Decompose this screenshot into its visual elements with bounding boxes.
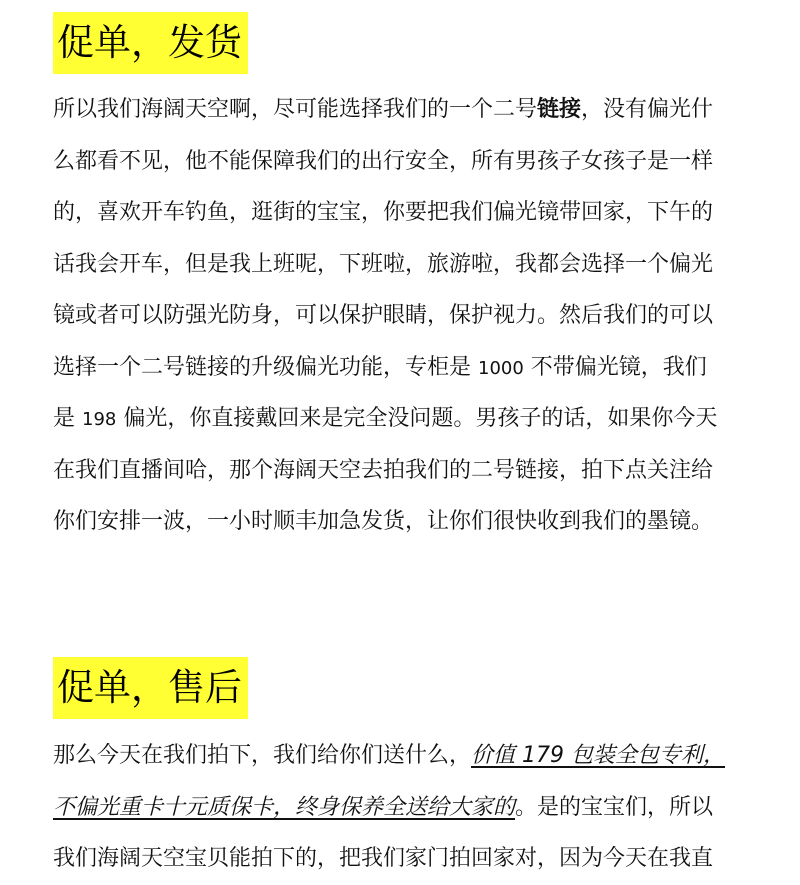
text-line: 你们安排一波，一小时顺丰加急发货，让你们很快收到我们的墨镜。 <box>53 509 714 534</box>
text-span: 不带偏光镜，我们 <box>523 354 707 380</box>
text-line <box>53 393 753 445</box>
bold-text: 链接 <box>537 97 582 122</box>
text-span: 是 <box>53 406 82 431</box>
paragraph <box>53 730 753 885</box>
text-line: 在我们直播间哈，那个海阔天空去拍我们的二号链接，拍下点关注给 <box>53 457 714 483</box>
emphasized-text: 价值 179 包装全包专利， <box>471 743 725 768</box>
text-line: 么都看不见，他不能保障我们的出行安全，所有男孩子女孩子是一样 <box>53 148 714 174</box>
text-span: 那么今天在我们拍下，我们给你们送什么， <box>53 743 472 768</box>
text-span: 选择一个二号链接的升级偏光功能，专柜是 <box>53 354 478 380</box>
text-span: ，没有偏光什 <box>581 97 714 122</box>
text-line: 话我会开车，但是我上班呢，下班啦，旅游啦，我都会选择一个偏光 <box>53 251 714 277</box>
text-line <box>53 84 753 136</box>
text-span: 。是的宝宝们，所以 <box>515 794 714 820</box>
text-span: 偏光，你直接戴回来是完全没问题。男孩子的话，如果你今天 <box>116 406 718 431</box>
number-text: 1000 <box>478 357 524 379</box>
number-text: 198 <box>82 409 117 430</box>
text-line: 的，喜欢开车钓鱼，逛街的宝宝，你要把我们偏光镜带回家，下午的 <box>53 200 714 225</box>
paragraph <box>53 84 753 548</box>
text-span: 所以我们海阔天空啊，尽可能选择我们的一个二号 <box>53 97 538 122</box>
text-line <box>53 782 753 834</box>
emphasized-text: 不偏光重卡十元质保卡，终身保养全送给大家的 <box>53 794 516 820</box>
section-heading: 促单，售后 <box>53 657 248 719</box>
text-line: 我们海阔天空宝贝能拍下的，把我们家门拍回家对，因为今天在我直 <box>53 846 714 871</box>
text-line <box>53 730 753 782</box>
text-line <box>53 342 753 394</box>
section-heading: 促单，发货 <box>53 12 248 74</box>
text-line: 镜或者可以防强光防身，可以保护眼睛，保护视力。然后我们的可以 <box>53 303 714 328</box>
